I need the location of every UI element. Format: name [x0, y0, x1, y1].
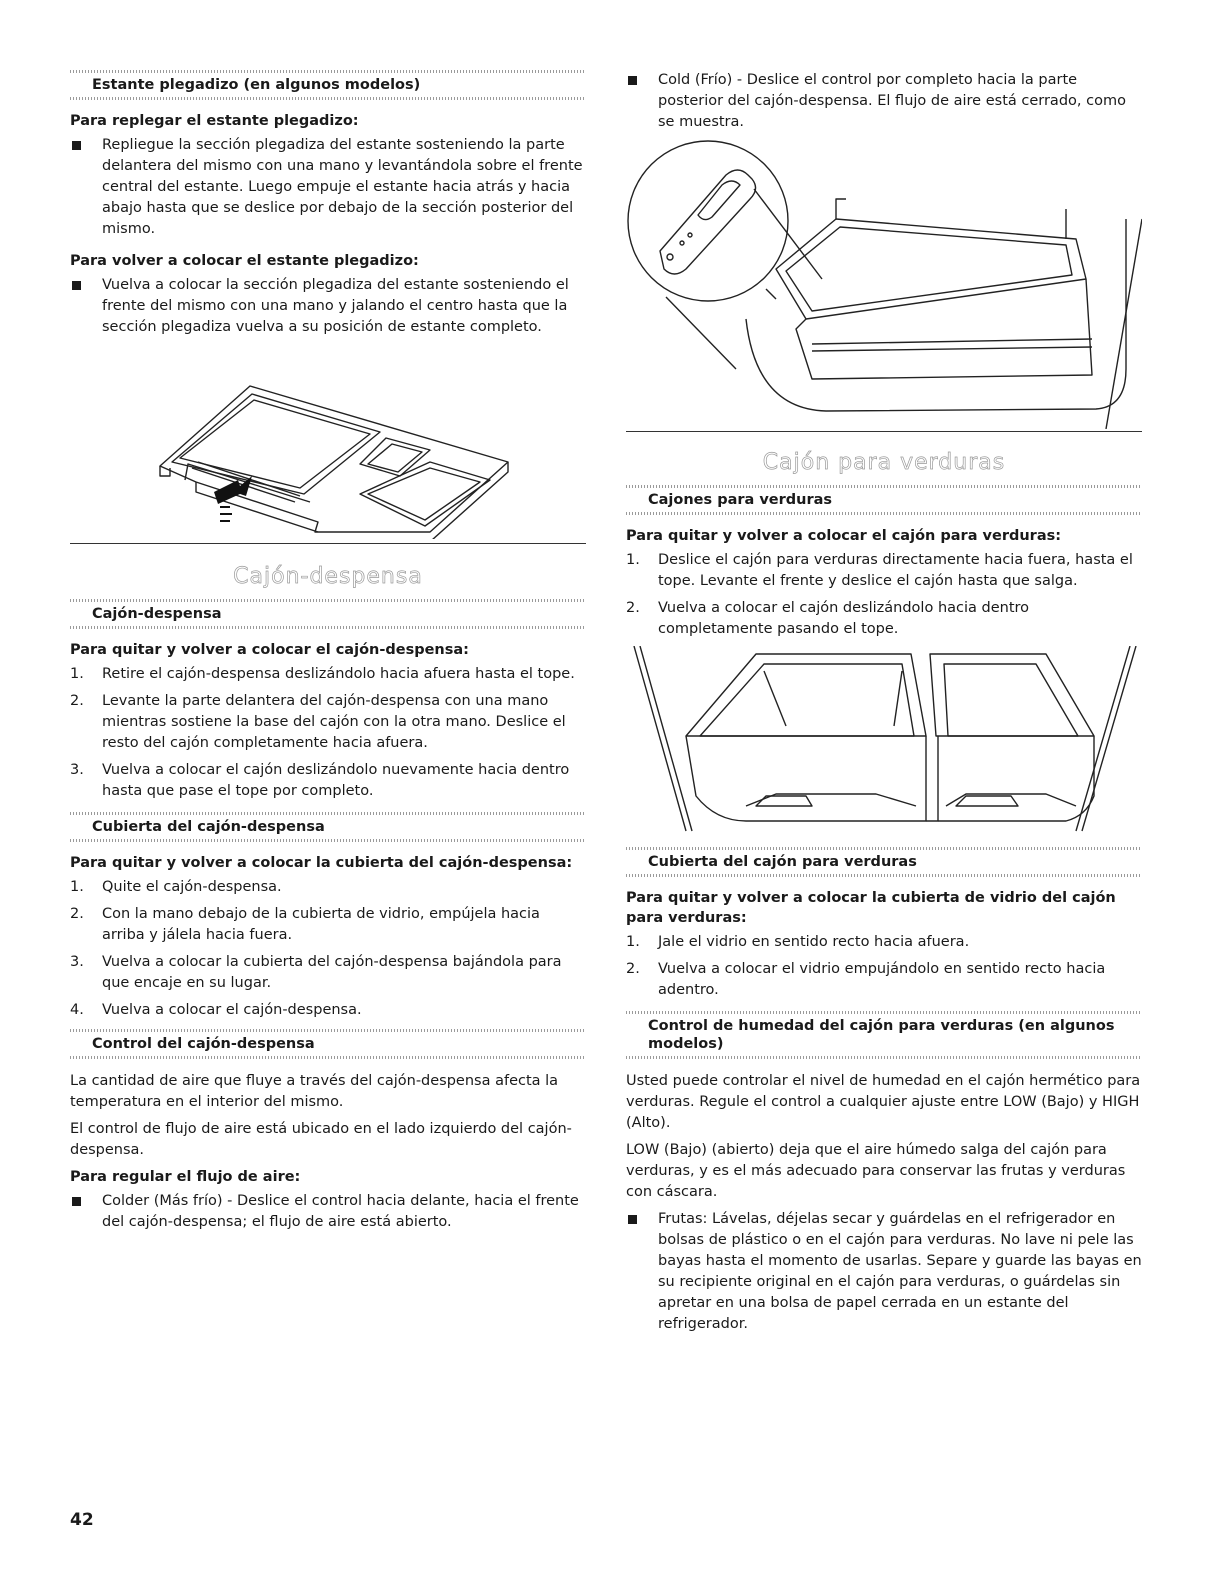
- pantry-steps: [70, 664, 586, 802]
- folding-shelf-illustration: [70, 344, 586, 539]
- crisper-drawers-illustration: [626, 646, 1142, 841]
- list-item: 3. Vuelva a colocar el cajón deslizándolo nuevamente hacia dentro hasta que pase el tope por completo.: [70, 762, 570, 799]
- list-item: Colder (Más frío) - Deslice el control hacia delante, hacia el frente del cajón-despensa; el flujo de aire está abierto.: [70, 1191, 586, 1233]
- list-item: 1. Jale el vidrio en sentido recto hacia afuera.: [626, 934, 970, 950]
- heading-airflow: Para regular el flujo de aire:: [70, 1169, 301, 1185]
- retract-list: [70, 135, 586, 240]
- fruits-list: [626, 1209, 1142, 1335]
- list-item: 1. Deslice el cajón para verduras directamente hacia fuera, hasta el tope. Levante el frente y deslice el cajón hasta que salga.: [626, 552, 1133, 589]
- list-item: 1. Retire el cajón-despensa deslizándolo hacia afuera hasta el tope.: [70, 666, 575, 682]
- subheading-pantry-cover: Cubierta del cajón-despensa: [70, 812, 586, 842]
- section-divider: [626, 431, 1142, 432]
- paragraph: Usted puede controlar el nivel de humedad en el cajón hermético para verduras. Regule el control a cualquier ajuste entre LOW (Bajo) y HIGH (Alto).: [626, 1073, 1141, 1131]
- cold-list: [626, 70, 1142, 133]
- section-divider: [70, 543, 586, 544]
- right-column: [626, 0, 1142, 1341]
- paragraph: La cantidad de aire que fluye a través del cajón-despensa afecta la temperatura en el interior del mismo.: [70, 1073, 559, 1110]
- list-item: 2. Vuelva a colocar el vidrio empujándolo en sentido recto hacia adentro.: [626, 961, 1106, 998]
- heading-replace-shelf: Para volver a colocar el estante plegadizo:: [70, 253, 419, 269]
- replace-list: [70, 275, 586, 338]
- left-column: [70, 0, 586, 1239]
- list-item: Cold (Frío) - Deslice el control por completo hacia la parte posterior del cajón-despensa. El flujo de aire está cerrado, como se muestra.: [626, 70, 1142, 133]
- list-item: 2. Con la mano debajo de la cubierta de vidrio, empújela hacia arriba y jálela hacia fuera.: [70, 906, 540, 943]
- section-title-crisper: Cajón para verduras: [762, 450, 1006, 475]
- paragraph: El control de flujo de aire está ubicado en el lado izquierdo del cajón-despensa.: [70, 1121, 572, 1158]
- list-item: 1. Quite el cajón-despensa.: [70, 879, 282, 895]
- replace-instruction: Vuelva a colocar la sección plegadiza del estante sosteniendo el frente del mismo con una mano y jalando el centro hasta que la sección plegadiza vuelva a su posición de estante completo.: [70, 275, 586, 338]
- retract-instruction: Repliegue la sección plegadiza del estante sosteniendo la parte delantera del mismo con una mano y levantándola sobre el frente central del estante. Luego empuje el estante hacia atrás y hacia abajo hasta que se deslice por debajo de la sección posterior del mismo.: [70, 135, 586, 240]
- paragraph: LOW (Bajo) (abierto) deja que el aire húmedo salga del cajón para verduras, y es el más adecuado para conservar las frutas y verduras con cáscara.: [626, 1142, 1126, 1200]
- list-item: Frutas: Lávelas, déjelas secar y guárdelas en el refrigerador en bolsas de plástico o en el cajón para verduras. No lave ni pele las bayas hasta el momento de usarlas. Separe y guarde las bayas en su recipiente original en el cajón para verduras, o guárdelas sin apretar en una bolsa de papel cerrada en un estante del refrigerador.: [626, 1209, 1142, 1335]
- list-item: 2. Vuelva a colocar el cajón deslizándolo hacia dentro completamente pasando el tope.: [626, 600, 1030, 637]
- heading-retract-shelf: Para replegar el estante plegadizo:: [70, 113, 359, 129]
- heading-pantry-cover: Para quitar y volver a colocar la cubierta del cajón-despensa:: [70, 855, 573, 871]
- subheading-crispers: Cajones para verduras: [626, 485, 1142, 515]
- heading-crisper-remove: Para quitar y volver a colocar el cajón para verduras:: [626, 528, 1062, 544]
- subheading-crisper-cover: Cubierta del cajón para verduras: [626, 847, 1142, 877]
- subheading-humidity-control: Control de humedad del cajón para verduras (en algunos modelos): [626, 1011, 1142, 1059]
- subheading-pantry: Cajón-despensa: [70, 599, 586, 629]
- section-title-pantry: Cajón-despensa: [233, 564, 423, 589]
- subheading-folding-shelf: Estante plegadizo (en algunos modelos): [70, 70, 586, 100]
- list-item: 3. Vuelva a colocar la cubierta del cajón-despensa bajándola para que encaje en su lugar.: [70, 954, 562, 991]
- heading-crisper-cover: Para quitar y volver a colocar la cubierta de vidrio del cajón para verduras:: [626, 890, 1116, 926]
- pantry-cover-steps: [70, 877, 586, 1021]
- list-item: 2. Levante la parte delantera del cajón-despensa con una mano mientras sostiene la base del cajón con la otra mano. Deslice el resto del cajón completamente hacia afuera.: [70, 693, 566, 751]
- crisper-cover-steps: [626, 932, 1142, 1001]
- page-number: 42: [70, 1510, 94, 1530]
- subheading-pantry-control: Control del cajón-despensa: [70, 1029, 586, 1059]
- list-item: 4. Vuelva a colocar el cajón-despensa.: [70, 1002, 362, 1018]
- crisper-steps: [626, 550, 1142, 640]
- airflow-list: [70, 1191, 586, 1233]
- airflow-control-illustration: [626, 139, 1142, 429]
- heading-pantry-remove: Para quitar y volver a colocar el cajón-despensa:: [70, 642, 469, 658]
